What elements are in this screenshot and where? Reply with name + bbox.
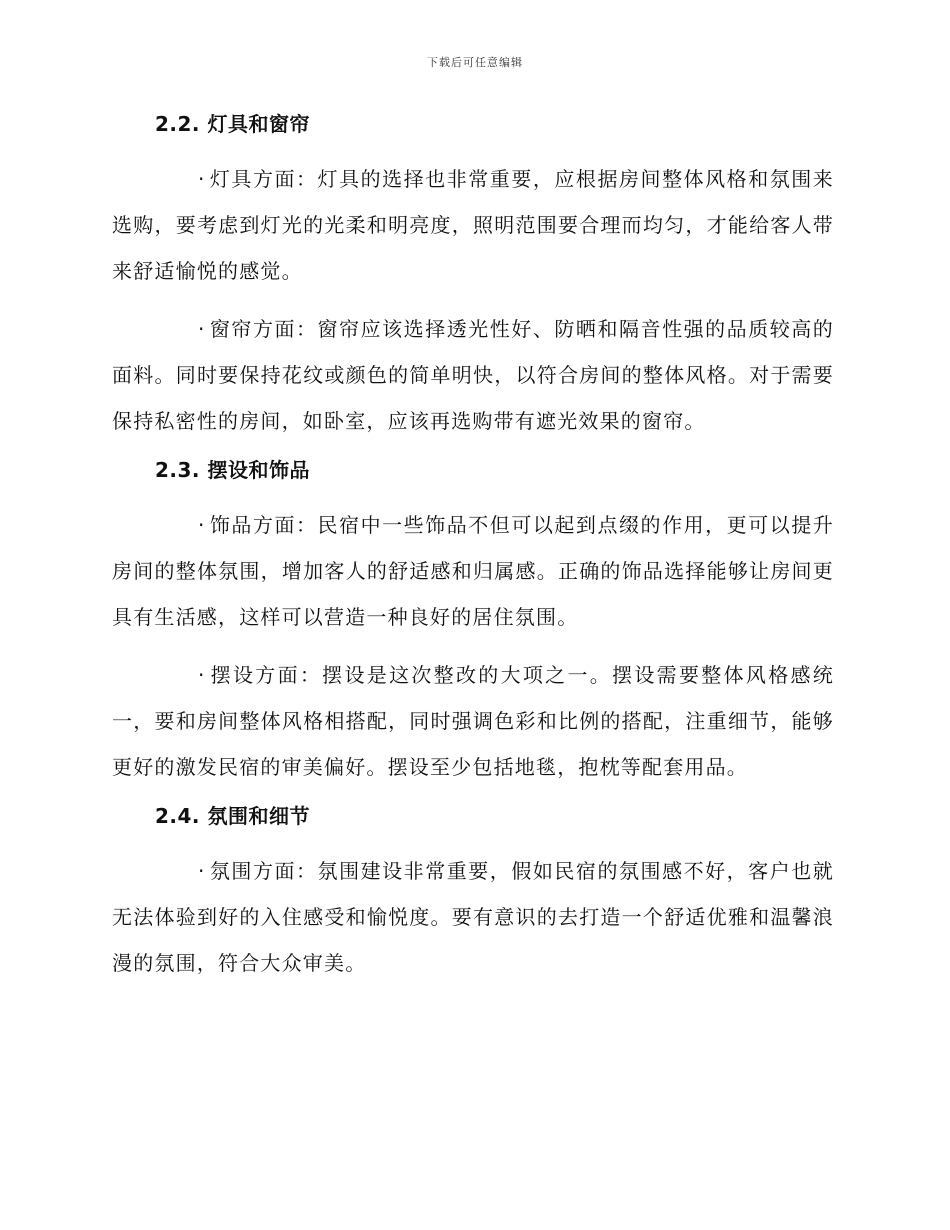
paragraph (112, 502, 834, 640)
paragraph (112, 306, 834, 444)
paragraph-text: 摆设方面：摆设是这次整改的大项之一。摆设需要整体风格感统一，要和房间整体风格相搭配，同时强调色彩和比例的搭配，注重细节，能够更好的激发民宿的审美偏好。摆设至少包括地毯，抱枕等配套用品。 (112, 663, 834, 779)
paragraph (112, 848, 834, 986)
document-body (112, 110, 834, 998)
section-2-3 (112, 456, 834, 790)
paragraph (112, 652, 834, 790)
paragraph (112, 156, 834, 294)
paragraph-text: 窗帘方面：窗帘应该选择透光性好、防晒和隔音性强的品质较高的面料。同时要保持花纹或颜色的简单明快，以符合房间的整体风格。对于需要保持私密性的房间，如卧室，应该再选购带有遮光效果的窗帘。 (112, 317, 834, 433)
page-header: 下载后可任意编辑 (427, 56, 523, 69)
paragraph-text: 饰品方面：民宿中一些饰品不但可以起到点缀的作用，更可以提升房间的整体氛围，增加客人的舒适感和归属感。正确的饰品选择能够让房间更具有生活感，这样可以营造一种良好的居住氛围。 (112, 513, 834, 629)
section-heading: 2.4. 氛围和细节 (155, 804, 310, 828)
section-heading: 2.3. 摆设和饰品 (155, 458, 310, 482)
section-2-2 (112, 110, 834, 444)
bullet-dot: · (198, 317, 206, 341)
paragraph-text: 氛围方面：氛围建设非常重要，假如民宿的氛围感不好，客户也就无法体验到好的入住感受和愉悦度。要有意识的去打造一个舒适优雅和温馨浪漫的氛围，符合大众审美。 (112, 859, 834, 975)
bullet-dot: · (198, 859, 206, 883)
section-2-4 (112, 802, 834, 986)
bullet-dot: · (198, 663, 206, 687)
bullet-dot: · (198, 167, 206, 191)
bullet-dot: · (198, 513, 206, 537)
paragraph-text: 灯具方面：灯具的选择也非常重要，应根据房间整体风格和氛围来选购，要考虑到灯光的光柔和明亮度，照明范围要合理而均匀，才能给客人带来舒适愉悦的感觉。 (112, 167, 834, 283)
section-heading: 2.2. 灯具和窗帘 (155, 112, 310, 136)
